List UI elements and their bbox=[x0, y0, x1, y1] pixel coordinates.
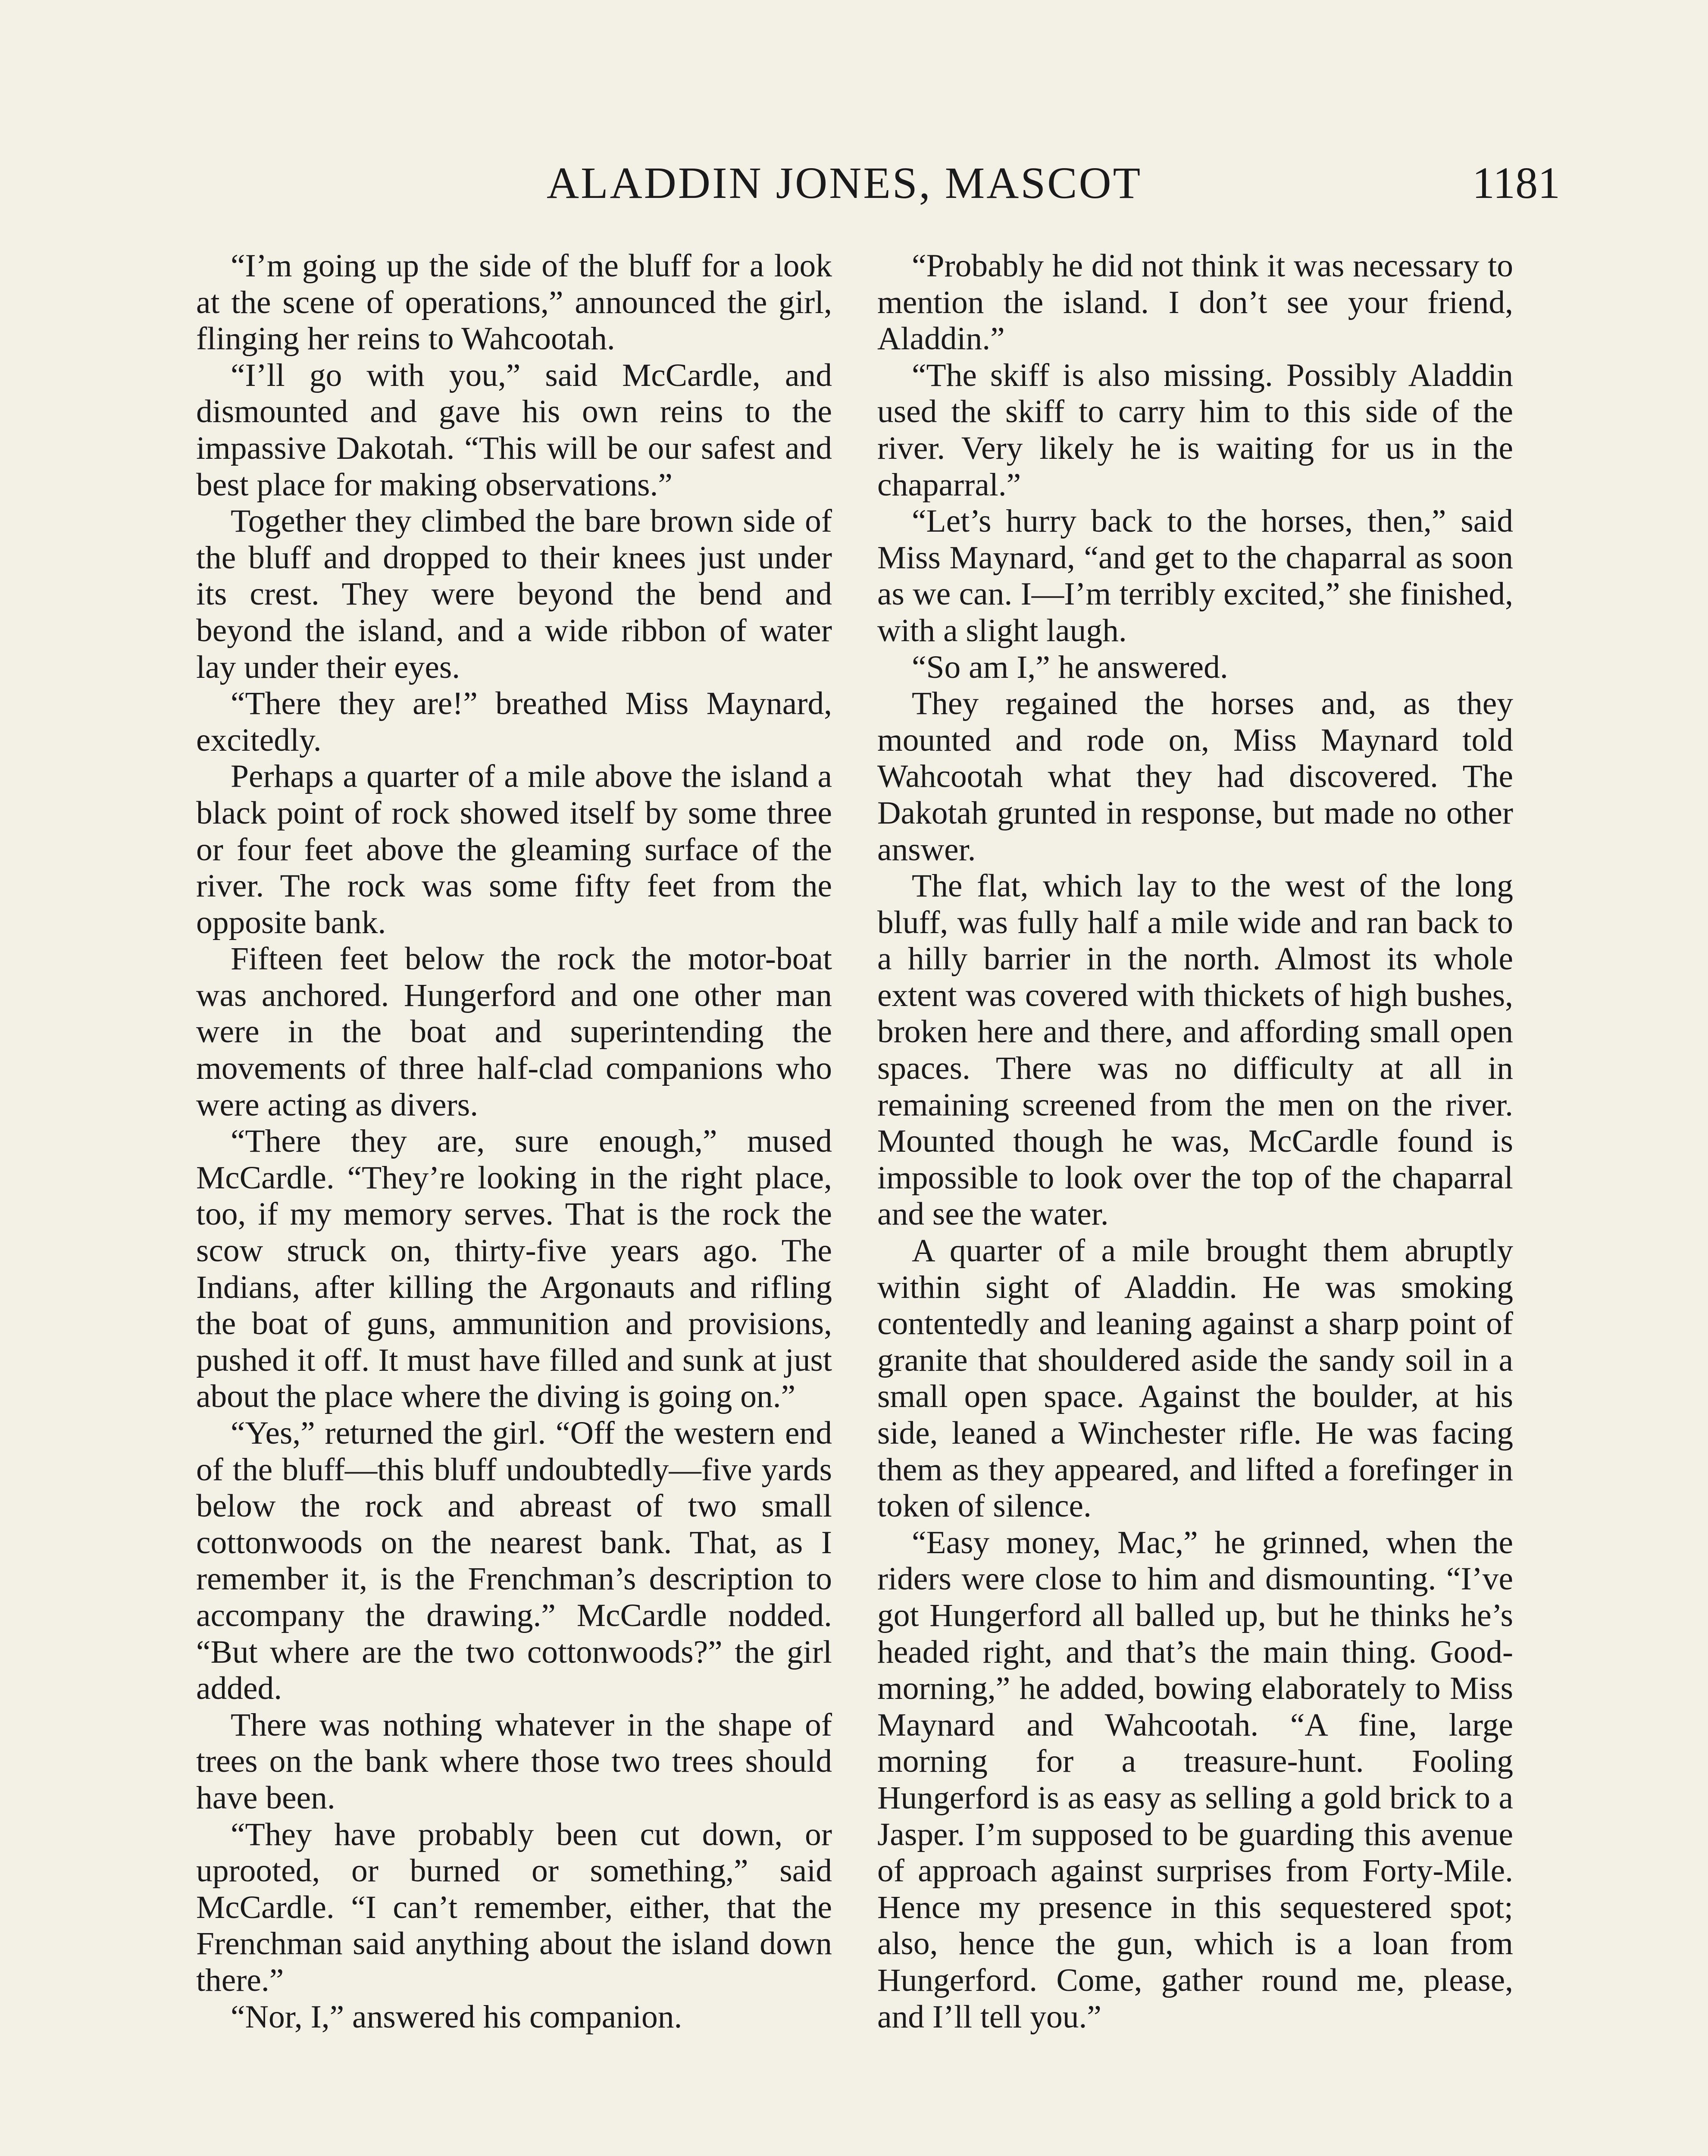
paragraph: “Let’s hurry back to the horses, then,” said Miss Maynard, “and get to the chaparral as soon as we can. I—I’m terribly excited,” she finished, with a slight laugh. bbox=[877, 503, 1513, 649]
paragraph: “So am I,” he answered. bbox=[912, 649, 1228, 685]
paragraph: “Nor, I,” answered his companion. bbox=[231, 1999, 682, 2035]
paragraph: “They have probably been cut down, or uprooted, or burned or something,” said McCardle. “I can’t remember, either, that the Frenchman said anything about the island down there.” bbox=[196, 1816, 832, 1998]
paragraph: “Probably he did not think it was necessary to mention the island. I don’t see your friend, Aladdin.” bbox=[877, 248, 1513, 357]
running-head bbox=[0, 157, 1708, 213]
paragraph: “I’ll go with you,” said McCardle, and dismounted and gave his own reins to the impassive Dakotah. “This will be our safest and best place for making observations.” bbox=[196, 357, 832, 503]
paragraph: “There they are!” breathed Miss Maynard, excitedly. bbox=[196, 686, 832, 758]
paragraph: “The skiff is also missing. Possibly Aladdin used the skiff to carry him to this side of the river. Very likely he is waiting for us in the chaparral.” bbox=[877, 357, 1513, 503]
paragraph: Perhaps a quarter of a mile above the island a black point of rock showed itself by some three or four feet above the gleaming surface of the river. The rock was some fifty feet from the opposite bank. bbox=[196, 758, 832, 940]
paragraph: There was nothing whatever in the shape of trees on the bank where those two trees should have been. bbox=[196, 1707, 832, 1816]
paragraph: “There they are, sure enough,” mused McCardle. “They’re looking in the right place, too, if my memory serves. That is the rock the scow struck on, thirty-five years ago. The Indians, after killing the Argonauts and rifling the boat of guns, ammunition and provisions, pushed it off. It must have filled and sunk at just about the place where the diving is going on.” bbox=[196, 1123, 832, 1415]
paragraph: The flat, which lay to the west of the long bluff, was fully half a mile wide and ran back to a hilly barrier in the north. Almost its whole extent was covered with thickets of high bushes, broken here and there, and affording small open spaces. There was no difficulty at all in remaining screened from the men on the river. Mounted though he was, McCardle found is impossible to look over the top of the chaparral and see the water. bbox=[877, 868, 1513, 1232]
paragraph: Fifteen feet below the rock the motor-boat was anchored. Hungerford and one other man were in the boat and superintending the movements of three half-clad companions who were acting as divers. bbox=[196, 941, 832, 1123]
running-title: ALADDIN JONES, MASCOT bbox=[547, 158, 1142, 208]
paragraph: Together they climbed the bare brown side of the bluff and dropped to their knees just under its crest. They were beyond the bend and beyond the island, and a wide ribbon of water lay under their eyes. bbox=[196, 503, 832, 685]
paragraph: “Easy money, Mac,” he grinned, when the riders were close to him and dismounting. “I’ve got Hungerford all balled up, but he thinks he’s headed right, and that’s the main thing. Good-morning,” he added, bowing elaborately to Miss Maynard and Wahcootah. “A fine, large morning for a treasure-hunt. Fooling Hungerford is as easy as selling a gold brick to a Jasper. I’m supposed to be guarding this avenue of approach against surprises from Forty-Mile. Hence my presence in this sequestered spot; also, hence the gun, which is a loan from Hungerford. Come, gather round me, please, and I’ll tell you.” bbox=[877, 1524, 1513, 2035]
paragraph: “I’m going up the side of the bluff for a look at the scene of operations,” announced the girl, flinging her reins to Wahcootah. bbox=[196, 248, 832, 357]
page-number: 1181 bbox=[1472, 158, 1561, 208]
paragraph: A quarter of a mile brought them abruptly within sight of Aladdin. He was smoking contentedly and leaning against a sharp point of granite that shouldered aside the sandy soil in a small open space. Against the boulder, at his side, leaned a Winchester rifle. He was facing them as they appeared, and lifted a forefinger in token of silence. bbox=[877, 1233, 1513, 1524]
paragraph: They regained the horses and, as they mounted and rode on, Miss Maynard told Wahcootah what they had discovered. The Dakotah grunted in response, but made no other answer. bbox=[877, 686, 1513, 868]
paragraph: “Yes,” returned the girl. “Off the western end of the bluff—this bluff undoubtedly—five yards below the rock and abreast of two small cottonwoods on the nearest bank. That, as I remember it, is the Frenchman’s description to accompany the drawing.” McCardle nodded. “But where are the two cottonwoods?” the girl added. bbox=[196, 1415, 832, 1707]
right-column bbox=[877, 248, 1513, 2035]
left-column bbox=[196, 248, 832, 2035]
